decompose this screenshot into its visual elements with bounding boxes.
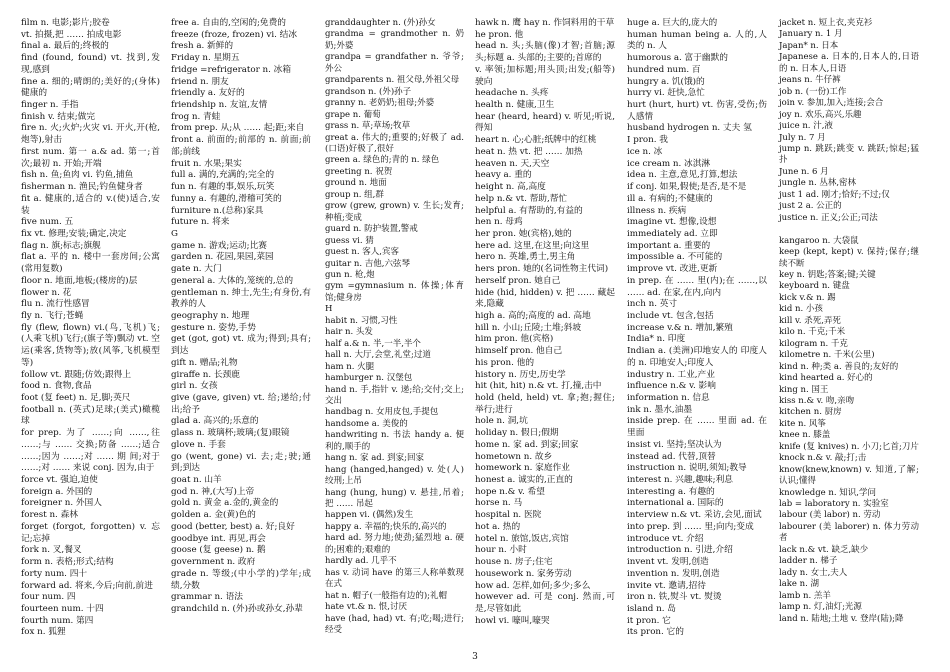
dictionary-entry: guard n. 防护装置,警戒 (325, 224, 418, 235)
dictionary-entry: geography n. 地理 (171, 310, 250, 321)
dictionary-entry: fun n. 有趣的事,娱乐,玩笑 (171, 182, 275, 193)
dictionary-entry: joy n. 欢乐,高兴,乐趣 (779, 109, 862, 120)
dictionary-entry: kick v.& n. 踢 (779, 292, 836, 303)
page-number: 3 (472, 652, 478, 662)
dictionary-entry: fridge =refrigerator n. 冰箱 (171, 64, 292, 75)
column-4 (475, 18, 615, 627)
column-1 (21, 18, 160, 639)
dictionary-entry: inch n. 英寸 (627, 299, 678, 310)
dictionary-entry: hot a. 热的 (475, 521, 521, 532)
dictionary-entry: housework n. 家务劳动 (475, 568, 572, 579)
dictionary-entry: himself pron. 他自己 (475, 346, 563, 357)
dictionary-entry: lady n. 女士,夫人 (779, 567, 848, 578)
dictionary-entry: hear (heard, heard) v. 听见;听说,得知 (475, 111, 615, 134)
dictionary-entry: gift n. 赠品;礼物 (171, 357, 238, 368)
dictionary-entry: helpful a. 有帮助的,有益的 (475, 205, 583, 216)
dictionary-entry: fisherman n. 渔民;钓鱼健身者 (21, 182, 143, 193)
dictionary-entry: great a. 伟大的;重要的;好极了 ad. (口语)好极了,很好 (325, 132, 464, 154)
dictionary-entry: hen n. 母鸡 (475, 217, 523, 228)
dictionary-entry: jump n. 跳跃;跳变 v. 跳跃;惊起;猛扑 (779, 143, 919, 166)
dictionary-entry: grandma = grandmother n. 奶奶;外婆 (325, 29, 464, 51)
dictionary-entry: hit (hit, hit) n.& vt. 打,撞,击中 (475, 381, 602, 392)
dictionary-entry: he pron. 他 (475, 29, 524, 40)
dictionary-entry: jungle n. 丛林,密林 (779, 178, 857, 189)
dictionary-entry: in prep. 在 …… 里(内);在 ……,以 …… ad. 在家,在内,向内 (627, 275, 767, 298)
dictionary-entry: grass n. 草;草场;牧草 (325, 121, 411, 132)
dictionary-entry: ham n. 火腿 (325, 361, 375, 372)
dictionary-entry: kangaroo n. 大袋鼠 (779, 235, 859, 246)
dictionary-entry: fruit n. 水果;果实 (171, 158, 242, 169)
dictionary-entry: gun n. 枪,炮 (325, 269, 375, 280)
dictionary-entry: gentleman n. 绅士,先生;有身份,有教养的人 (171, 287, 311, 310)
dictionary-entry: him pron. 他(宾格) (475, 334, 554, 345)
dictionary-entry: help n.& vt. 帮助,帮忙 (475, 193, 568, 204)
dictionary-entry: howl vi. 嚎叫,嚎哭 (475, 615, 550, 626)
dictionary-entry: five num. 五 (21, 217, 74, 228)
dictionary-entry: hill n. 小山;丘陵;土堆;斜坡 (475, 322, 582, 333)
dictionary-entry: ladder n. 梯子 (779, 556, 838, 567)
dictionary-entry: lake n. 湖 (779, 579, 820, 590)
dictionary-entry: influence n.& v. 影响 (627, 381, 716, 392)
dictionary-entry: half a.& n. 半,一半,半个 (325, 338, 421, 349)
dictionary-entry: form n. 表格;形式;结构 (21, 557, 114, 568)
dictionary-entry: football n. (英式)足球;(美式)橄榄球 (21, 404, 160, 427)
column-5 (627, 18, 767, 639)
dictionary-entry: granny n. 老奶奶;祖母;外婆 (325, 98, 435, 109)
dictionary-entry: front a. 前面的;前部的 n. 前面;前部;前线 (171, 135, 311, 157)
dictionary-entry: instead ad. 代替,顶替 (627, 451, 716, 462)
dictionary-entry: here ad. 这里,在这里;向这里 (475, 240, 590, 251)
dictionary-entry: join v. 参加,加入;连接;会合 (779, 98, 884, 109)
dictionary-entry: improve vt. 改进,更新 (627, 264, 718, 275)
dictionary-entry: get (got, got) vt. 成为;得到;具有;到达 (171, 334, 311, 357)
dictionary-entry: humorous a. 富于幽默的 (627, 53, 728, 64)
dictionary-entry: green a. 绿色的;青的 n. 绿色 (325, 155, 440, 166)
dictionary-entry: introduce vt. 介绍 (627, 533, 704, 544)
dictionary-entry: ill a. 有病的;不健康的 (627, 193, 713, 204)
dictionary-entry: friendship n. 友谊,友情 (171, 100, 268, 111)
dictionary-entry: important a. 重要的 (627, 240, 711, 251)
dictionary-entry: if conj. 如果,假使;是否,是不是 (627, 182, 747, 193)
dictionary-entry: flower n. 花 (21, 287, 72, 298)
dictionary-entry: follow vt. 跟随;仿效;跟得上 (21, 369, 132, 380)
dictionary-entry: film n. 电影;影片;胶卷 (21, 18, 110, 28)
dictionary-entry: Japanese a. 日本的,日本人的,日语的 n. 日本人,日语 (779, 52, 919, 74)
dictionary-entry: kilometre n. 千米(公里) (779, 350, 875, 361)
dictionary-entry: just 2 a. 公正的 (779, 201, 842, 212)
dictionary-entry: good (better, best) a. 好;良好 (171, 521, 295, 532)
column-6 (779, 18, 919, 625)
dictionary-entry: four num. 四 (21, 592, 76, 603)
dictionary-entry: hotel n. 旅馆,饭店,宾馆 (475, 533, 569, 544)
dictionary-entry: invention n. 发明,创造 (627, 568, 720, 579)
dictionary-entry (779, 224, 919, 235)
dictionary-entry: home n. 家 ad. 到家;回家 (475, 439, 579, 450)
dictionary-entry: final a. 最后的;终极的 (21, 41, 109, 52)
dictionary-entry: hospital n. 医院 (475, 510, 542, 521)
dictionary-entry: hungry a. 饥(饿)的 (627, 76, 705, 87)
dictionary-entry: heat n. 热 vt. 把 …… 加热 (475, 146, 583, 157)
dictionary-entry: job n. (一份)工作 (779, 86, 847, 97)
dictionary-entry: hour n. 小时 (475, 545, 527, 556)
dictionary-entry: jeans n. 牛仔裤 (779, 75, 841, 86)
dictionary-entry: guest n. 客人,宾客 (325, 247, 400, 258)
dictionary-entry: kid n. 小孩 (779, 304, 823, 315)
dictionary-entry: hall n. 大厅,会堂,礼堂;过道 (325, 350, 431, 361)
dictionary-entry: hamburger n. 汉堡包 (325, 373, 413, 384)
dictionary-entry: keyboard n. 键盘 (779, 281, 850, 292)
dictionary-entry: for prep. 为了 ……;向 ……,往 ……;与 …… 交换;防备 ……;适合 ……;因为 ……;对 …… 期 间;对于 ……;对 …… 来说 conj. 因为,由于 (21, 428, 160, 474)
dictionary-entry: lab = laboratory n. 实验室 (779, 499, 889, 510)
dictionary-entry: grandparents n. 祖父母,外祖父母 (325, 75, 460, 86)
dictionary-entry: international a. 国际的 (627, 498, 724, 509)
dictionary-entry: heavy a. 重的 (475, 170, 532, 181)
dictionary-entry: fourteen num. 十四 (21, 603, 104, 614)
dictionary-entry: hand n. 手,指针 v. 递;给;交付;交上;交出 (325, 384, 464, 406)
dictionary-entry: kill v. 杀死,弄死 (779, 315, 841, 326)
dictionary-entry: lamb n. 羔羊 (779, 590, 831, 601)
dictionary-entry: heart n. 心;心脏;纸牌中的红桃 (475, 135, 597, 146)
dictionary-entry: lamp n. 灯,油灯;光源 (779, 602, 862, 613)
dictionary-entry: friendly a. 友好的 (171, 88, 245, 99)
dictionary-entry: hometown n. 故乡 (475, 451, 553, 462)
dictionary-entry: head n. 头;头脑(像)才智;首脑;源头;标题 a. 头部的;主要的;首席的 (475, 41, 615, 64)
dictionary-entry: hide (hid, hidden) v. 把 …… 藏起来,隐藏 (475, 287, 615, 310)
dictionary-entry: handwriting n. 书法 handy a. 便利的,顺手的 (325, 430, 464, 452)
dictionary-entry: it pron. 它 (627, 615, 671, 626)
dictionary-entry: headache n. 头疼 (475, 88, 549, 99)
dictionary-entry: hole n. 洞,坑 (475, 416, 528, 427)
dictionary-entry: give (gave, given) vt. 给;递给;付出;给予 (171, 393, 311, 415)
dictionary-entry: jacket n. 短上衣,夹克衫 (779, 18, 873, 28)
dictionary-entry: food n. 食物,食品 (21, 381, 92, 392)
dictionary-entry: full a. 满的,充满的;完全的 (171, 170, 275, 181)
dictionary-entry: hold (held, held) vt. 拿;抱;握住;举行;进行 (475, 393, 615, 415)
dictionary-entry: labour (美 labor) n. 劳动 (779, 510, 881, 521)
dictionary-entry: interview n.& vt. 采访,会见,面试 (627, 510, 762, 521)
dictionary-entry: glove n. 手套 (171, 439, 226, 450)
dictionary-entry: king n. 国王 (779, 384, 829, 395)
dictionary-entry: from prep. 从;从 …… 起;距;来自 (171, 123, 305, 134)
dictionary-entry: include vt. 包含,包括 (627, 310, 714, 321)
dictionary-entry: furniture n.(总称)家具 (171, 205, 264, 216)
dictionary-entry: fork n. 叉,餐叉 (21, 545, 82, 556)
dictionary-entry: information n. 信息 (627, 393, 710, 403)
dictionary-entry: grandson n. (外)孙子 (325, 86, 412, 97)
dictionary-entry: hardly ad. 几乎不 (325, 556, 397, 567)
dictionary-entry: Friday n. 星期五 (171, 53, 240, 64)
dictionary-entry: forty num. 四十 (21, 568, 88, 579)
dictionary-entry: forest n. 森林 (21, 510, 78, 521)
dictionary-entry: glad a. 高兴的;乐意的 (171, 416, 259, 427)
dictionary-entry: grammar n. 语法 (171, 592, 243, 603)
dictionary-entry: kind n. 种;类 a. 善良的;友好的 (779, 361, 899, 372)
dictionary-entry: inside prep. 在 …… 里面 ad. 在里面 (627, 416, 767, 439)
dictionary-entry: interesting a. 有趣的 (627, 486, 715, 497)
dictionary-entry: India* n. 印度 (627, 334, 686, 345)
dictionary-entry: golden a. 金(黄)色的 (171, 510, 256, 521)
dictionary-entry: hang (hung, hung) v. 悬挂,吊着;把 …… 吊起 (325, 487, 464, 510)
dictionary-entry: kiss n.& v. 吻,亲吻 (779, 395, 855, 406)
dictionary-entry: interest n. 兴趣,趣味;利息 (627, 475, 733, 486)
dictionary-entry: hawk n. 鹰 hay n. 作饲料用的干草 (475, 18, 615, 28)
dictionary-entry: hang (hanged,hanged) v. 处(人)绞刑;上吊 (325, 464, 464, 487)
dictionary-entry: knock n.& v. 敲;打;击 (779, 453, 867, 464)
dictionary-entry: grow (grew, grown) v. 生长;发育;种植;变成 (325, 201, 464, 223)
dictionary-entry: knife (复 knives) n. 小刀;匕首;刀片 (779, 441, 919, 452)
dictionary-entry: island n. 岛 (627, 603, 676, 614)
dictionary-entry: holiday n. 假日;假期 (475, 428, 559, 439)
dictionary-entry: hate vt.& n. 恨,讨厌 (325, 602, 407, 613)
dictionary-entry: grape n. 葡萄 (325, 109, 381, 120)
dictionary-entry: introduction n. 引进,介绍 (627, 545, 733, 556)
dictionary-entry: increase v.& n. 增加,繁殖 (627, 322, 733, 333)
column-3 (325, 18, 464, 636)
dictionary-entry: iron n. 铁,熨斗 vt. 熨烫 (627, 592, 722, 603)
dictionary-entry: finger n. 手指 (21, 100, 79, 111)
dictionary-entry: handbag n. 女用皮包,手提包 (325, 407, 439, 418)
dictionary-entry: ice n. 冰 (627, 146, 663, 157)
dictionary-entry: just 1 ad. 刚才;恰好;不过;仅 (779, 189, 890, 200)
dictionary-entry: glass n. 玻璃杯;玻璃;(复)眼镜 (171, 428, 290, 439)
dictionary-entry: human human being a. 人的,人类的 n. 人 (627, 29, 767, 52)
dictionary-entry: I pron. 我 (627, 135, 668, 146)
dictionary-entry: invent vt. 发明,创造 (627, 557, 709, 568)
dictionary-entry: key n. 钥匙;答案;键;关键 (779, 269, 876, 280)
dictionary-entry: grade n. 等级;(中小学的)学年;成绩,分数 (171, 568, 311, 591)
dictionary-entry: happen vi. (偶然)发生 (325, 510, 414, 521)
dictionary-entry: June n. 6 月 (779, 166, 829, 177)
dictionary-entry: illness n. 疾病 (627, 205, 687, 216)
dictionary-entry: floor n. 地面,地板;(楼房的)层 (21, 275, 138, 286)
dictionary-entry: fire n. 火;火炉;火灾 vi. 开火,开(枪,炮等),射击 (21, 123, 160, 146)
dictionary-entry: labourer (美 laborer) n. 体力劳动者 (779, 521, 919, 544)
dictionary-entry: fourth num. 第四 (21, 615, 94, 626)
dictionary-entry: funny a. 有趣的,滑稽可笑的 (171, 193, 282, 204)
column-2 (171, 18, 311, 616)
dictionary-entry: fix vt. 修理;安装;确定,决定 (21, 228, 127, 239)
dictionary-entry: know(knew,known) v. 知道,了解;认识;懂得 (779, 464, 919, 487)
dictionary-entry: her pron. 她(宾格),她的 (475, 228, 572, 239)
dictionary-entry: imagine vt. 想像,设想 (627, 217, 717, 228)
dictionary-entry: find (found, found) vt. 找到,发现,感到 (21, 53, 160, 75)
dictionary-entry: history n. 历史,历史学 (475, 369, 566, 380)
dictionary-entry: v. 率领;加标题;用头顶;出发;(船等)驶向 (475, 64, 615, 87)
dictionary-entry: hope n.& v. 希望 (475, 486, 545, 497)
dictionary-entry: gesture n. 姿势,手势 (171, 322, 256, 333)
dictionary-entry: knowledge n. 知识,学问 (779, 487, 876, 498)
dictionary-entry: honest a. 诚实的,正直的 (475, 475, 573, 486)
dictionary-entry: have (had, had) vt. 有;吃;喝;进行;经受 (325, 613, 464, 636)
dictionary-entry: go (went, gone) vi. 去;走;驶;通到;到达 (171, 451, 311, 474)
dictionary-entry: free a. 自由的,空闲的;免费的 (171, 18, 286, 28)
dictionary-entry: foreigner n. 外国人 (21, 498, 102, 509)
dictionary-entry: Indian a. (美洲)印地安人的 印度人的 n. 印地安人;印度人 (627, 346, 767, 368)
dictionary-entry: gym =gymnasium n. 体操;体育馆;健身房 (325, 281, 464, 303)
dictionary-entry: kilogram n. 千克 (779, 338, 848, 349)
dictionary-entry: government n. 政府 (171, 557, 256, 568)
dictionary-entry: flat a. 平的 n. 楼中一套房间;公寓(常用复数) (21, 252, 160, 275)
dictionary-entry: group n. 组,群 (325, 189, 384, 200)
dictionary-entry: friend n. 朋友 (171, 76, 229, 87)
dictionary-entry: fox n. 狐狸 (21, 627, 66, 638)
dictionary-entry: homework n. 家庭作业 (475, 463, 570, 474)
dictionary-entry: god n. 神,(大写)上帝 (171, 486, 255, 497)
dictionary-entry: lack n.& vt. 缺乏,缺少 (779, 544, 869, 555)
dictionary-entry: however ad. 可是 conj. 然而,可是,尽管如此 (475, 592, 615, 614)
dictionary-entry: has v. 动词 have 的第三人称单数现在式 (325, 567, 464, 590)
dictionary-entry: garden n. 花园,果园,菜园 (171, 252, 274, 263)
dictionary-entry: forward ad. 将来,今后;向前,前进 (21, 580, 153, 591)
dictionary-entry: foot (复 feet) n. 足,脚;英尺 (21, 393, 131, 403)
dictionary-entry: January n. 1 月 (779, 29, 843, 40)
dictionary-entry: grandchild n. (外)孙或孙女,孙辈 (171, 603, 303, 614)
dictionary-entry: horse n. 马 (475, 498, 523, 509)
dictionary-entry: its pron. 它的 (627, 627, 684, 638)
dictionary-entry: husband hydrogen n. 丈夫 氢 (627, 123, 752, 134)
dictionary-entry: impossible a. 不可能的 (627, 252, 723, 263)
dictionary-entry: Japan* n. 日本 (779, 40, 839, 51)
dictionary-entry: gold n. 黄金 a.金的,黄金的 (171, 498, 279, 509)
dictionary-entry: frog n. 青蛙 (171, 111, 221, 122)
dictionary-entry: hundred num. 百 (627, 64, 701, 75)
dictionary-entry: general a. 大体的,笼统的,总的 (171, 275, 294, 286)
dictionary-entry: habit n. 习惯,习性 (325, 315, 398, 326)
dictionary-entry: industry n. 工业,产业 (627, 369, 715, 380)
dictionary-entry: immediately ad. 立即 (627, 228, 718, 239)
dictionary-entry: ink n. 墨水,油墨 (627, 404, 693, 415)
dictionary-entry: goat n. 山羊 (171, 475, 222, 486)
dictionary-entry: kilo n. 千克;千米 (779, 327, 846, 338)
dictionary-entry: first num. 第一 a.& ad. 第一;首次;最初 n. 开始;开端 (21, 146, 160, 169)
dictionary-entry: heaven n. 天,天空 (475, 158, 550, 169)
dictionary-entry: health n. 健康,卫生 (475, 100, 555, 111)
dictionary-entry: justice n. 正义;公正;司法 (779, 212, 878, 223)
dictionary-entry: game n. 游戏;运动;比赛 (171, 240, 267, 251)
dictionary-entry: handsome a. 美俊的 (325, 418, 408, 429)
dictionary-entry: goodbye int. 再见,再会 (171, 533, 266, 544)
dictionary-entry: force vt. 强迫,迫使 (21, 475, 98, 486)
dictionary-entry: fly (flew, flown) vi.(鸟,飞机)飞;(人乘飞机)飞行;(旗子等)飘动 vt. 空运(乘客,货物等);放(风筝,飞机模型等) (21, 322, 160, 368)
dictionary-entry: giraffe n. 长颈鹿 (171, 369, 240, 380)
dictionary-entry: flag n. 旗;标志;旗舰 (21, 240, 101, 251)
dictionary-entry: fly n. 飞行;苍蝇 (21, 310, 84, 321)
dictionary-entry: instruction n. 说明,须知;教导 (627, 463, 747, 474)
dictionary-entry: forget (forgot, forgotten) v. 忘记;忘掉 (21, 521, 160, 544)
dictionary-entry: happy a. 幸福的;快乐的,高兴的 (325, 521, 447, 532)
dictionary-entry: hang n. 家 ad. 到家;回家 (325, 453, 425, 464)
dictionary-entry: fit a. 健康的,适合的 v.(使)适合,安装 (21, 193, 160, 216)
dictionary-entry: H (325, 304, 333, 315)
dictionary-entry: fine a. 细的;晴朗的;美好的;(身体)健康的 (21, 76, 160, 99)
dictionary-entry: invite vt. 邀请,招待 (627, 580, 706, 591)
dictionary-entry: flu n. 流行性感冒 (21, 299, 90, 310)
dictionary-entry: hero n. 英雄,勇士,男主角 (475, 252, 576, 263)
dictionary-entry: granddaughter n. (外)孙女 (325, 18, 436, 28)
dictionary-entry: height n. 高,高度 (475, 182, 546, 193)
dictionary-entry: high a. 高的;高度的 ad. 高地 (475, 310, 591, 321)
dictionary-entry: hers pron. 她的(名词性物主代词) (475, 264, 609, 275)
dictionary-entry: ice cream n. 冰淇淋 (627, 158, 711, 169)
dictionary-entry: house n. 房子;住宅 (475, 557, 553, 568)
dictionary-entry: hair n. 头发 (325, 327, 373, 338)
dictionary-entry: G (171, 228, 178, 239)
dictionary-entry: herself pron. 她自己 (475, 275, 561, 286)
dictionary-entry: kitchen n. 厨房 (779, 407, 842, 418)
dictionary-entry: gate n. 大门 (171, 264, 222, 275)
dictionary-entry: kind hearted a. 好心的 (779, 373, 873, 384)
dictionary-entry: hurry vi. 赶快,急忙 (627, 88, 705, 99)
dictionary-entry: land n. 陆地;土地 v. 登岸(陆);降 (779, 613, 904, 624)
dictionary-entry: girl n. 女孩 (171, 381, 218, 392)
dictionary-entry: how ad. 怎样,如何;多少;多么 (475, 580, 591, 591)
dictionary-entry: guess vi. 猜 (325, 235, 374, 246)
dictionary-entry: juice n. 汁,液 (779, 121, 833, 132)
dictionary-entry: huge a. 巨大的,庞大的 (627, 18, 718, 28)
dictionary-entry: hurt (hurt, hurt) vt. 伤害,受伤;伤人感情 (627, 100, 767, 122)
dictionary-entry: knee n. 膝盖 (779, 430, 831, 441)
dictionary-entry: into prep. 到 …… 里;向内;变成 (627, 521, 754, 532)
dictionary-entry: hard ad. 努力地;使劲;猛烈地 a. 硬的;困难的;艰难的 (325, 533, 464, 555)
dictionary-entry: freeze (froze, frozen) vi. 结冰 (171, 29, 298, 40)
dictionary-entry: foreign a. 外国的 (21, 486, 93, 497)
dictionary-entry: his pron. 他的 (475, 357, 535, 368)
dictionary-entry: keep (kept, kept) v. 保持;保存;继续不断 (779, 247, 919, 269)
dictionary-entry: idea n. 主意,意见,打算,想法 (627, 170, 738, 181)
dictionary-entry: vt. 拍摄,把 …… 拍成电影 (21, 29, 122, 40)
dictionary-entry: hat n. 帽子(一般指有边的);礼帽 (325, 590, 448, 601)
dictionary-entry: future n. 将来 (171, 217, 230, 228)
dictionary-entry: grandpa = grandfather n. 爷爷;外公 (325, 52, 464, 74)
dictionary-entry: July n. 7 月 (779, 132, 826, 143)
dictionary-entry: greeting n. 祝贺 (325, 166, 393, 177)
dictionary-entry: ground n. 地面 (325, 178, 387, 189)
dictionary-entry: goose (复 geese) n. 鹅 (171, 545, 266, 556)
dictionary-entry: fresh a. 新鲜的 (171, 41, 234, 52)
dictionary-entry: kite n. 风筝 (779, 418, 826, 429)
dictionary-entry: guitar n. 吉他,六弦琴 (325, 258, 410, 269)
dictionary-entry: fish n. 鱼;鱼肉 vi. 钓鱼,捕鱼 (21, 170, 134, 181)
dictionary-entry: finish v. 结束;做完 (21, 111, 96, 122)
dictionary-entry: insist vi. 坚持;坚决认为 (627, 439, 722, 450)
